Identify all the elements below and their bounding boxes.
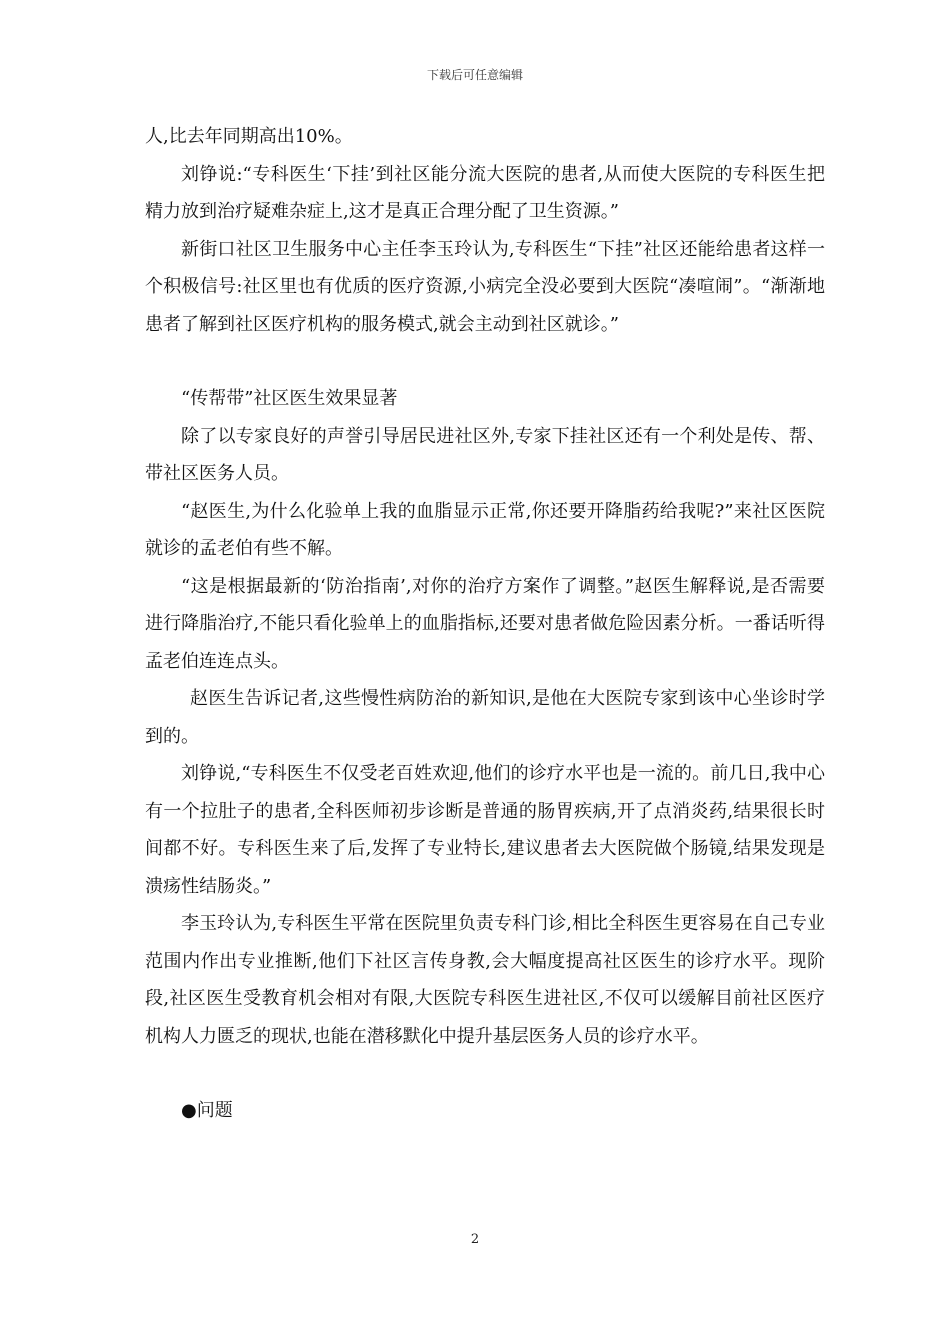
paragraph-meng-question: “赵医生,为什么化验单上我的血脂显示正常,你还要开降脂药给我呢?”来社区医院就诊的孟老伯有些不解。	[145, 500, 825, 559]
question-label: 问题	[196, 1100, 233, 1121]
document-body	[145, 118, 825, 1130]
page-number: 2	[470, 1232, 480, 1247]
paragraph-li-yuling-opinion: 新街口社区卫生服务中心主任李玉玲认为,专科医生“下挂”社区还能给患者这样一个积极信号:社区里也有优质的医疗资源,小病完全没必要到大医院“凑喧闹”。“渐渐地患者了解到社区医疗机构的服务模式,就会主动到社区就诊。”	[145, 238, 825, 335]
paragraph-liu-zheng-quote: 刘铮说:“专科医生‘下挂’到社区能分流大医院的患者,从而使大医院的专科医生把精力放到治疗疑难杂症上,这才是真正合理分配了卫生资源。”	[145, 163, 825, 222]
section-heading: “传帮带”社区医生效果显著	[181, 388, 398, 409]
paragraph-section-intro: 除了以专家良好的声誉引导居民进社区外,专家下挂社区还有一个利处是传、帮、带社区医务人员。	[145, 425, 825, 484]
paragraph-liu-zheng-case: 刘铮说,“专科医生不仅受老百姓欢迎,他们的诊疗水平也是一流的。前几日,我中心有一个拉肚子的患者,全科医师初步诊断是普通的肠胃疾病,开了点消炎药,结果很长时间都不好。专科医生来了后,发挥了专业特长,建议患者去大医院做个肠镜,结果发现是溃疡性结肠炎。”	[145, 763, 825, 897]
paragraph-zhao-learning: 赵医生告诉记者,这些慢性病防治的新知识,是他在大医院专家到该中心坐诊时学到的。	[145, 688, 825, 747]
bullet-icon: ●	[181, 1100, 197, 1121]
paragraph-continuation: 人,比去年同期高出10%。	[145, 126, 353, 147]
paragraph-li-yuling-conclusion: 李玉玲认为,专科医生平常在医院里负责专科门诊,相比全科医生更容易在自己专业范围内作出专业推断,他们下社区言传身教,会大幅度提高社区医生的诊疗水平。现阶段,社区医生受教育机会相对有限,大医院专科医生进社区,不仅可以缓解目前社区医疗机构人力匮乏的现状,也能在潜移默化中提升基层医务人员的诊疗水平。	[145, 913, 825, 1047]
page-header: 下载后可任意编辑	[426, 68, 523, 82]
paragraph-zhao-explanation: “这是根据最新的‘防治指南’,对你的治疗方案作了调整。”赵医生解释说,是否需要进行降脂治疗,不能只看化验单上的血脂指标,还要对患者做危险因素分析。一番话听得孟老伯连连点头。	[145, 575, 825, 672]
question-heading	[145, 1092, 825, 1130]
